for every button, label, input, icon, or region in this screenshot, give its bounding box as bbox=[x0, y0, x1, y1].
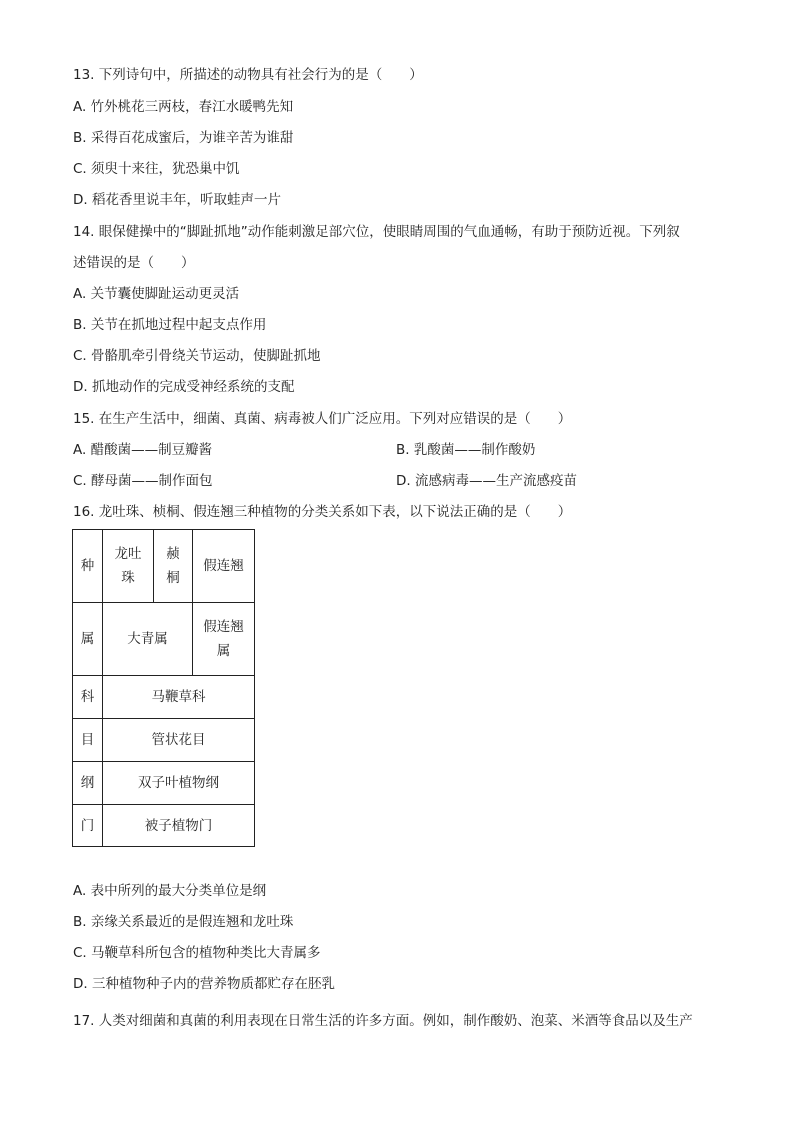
class-value: 双子叶植物纲 bbox=[103, 762, 255, 805]
taxonomy-table bbox=[72, 529, 255, 847]
question-14-stem-line-2: 述错误的是（ ） bbox=[73, 255, 195, 271]
rank-label-species: 种 bbox=[73, 530, 103, 603]
question-16-option-b: B. 亲缘关系最近的是假连翘和龙吐珠 bbox=[73, 914, 294, 930]
genus-jialianqiao-cell bbox=[193, 603, 255, 676]
question-13-option-a: A. 竹外桃花三两枝，春江水暖鸭先知 bbox=[73, 99, 294, 115]
question-15-option-a: A. 醋酸菌——制豆瓣酱 bbox=[73, 442, 213, 458]
species-cell-chengtong bbox=[154, 530, 193, 603]
question-16-option-c: C. 马鞭草科所包含的植物种类比大青属多 bbox=[73, 945, 321, 961]
species-cell-longtuzhu bbox=[103, 530, 154, 603]
phylum-value: 被子植物门 bbox=[103, 805, 255, 847]
question-14-option-a: A. 关节囊使脚趾运动更灵活 bbox=[73, 286, 240, 302]
order-value: 管状花目 bbox=[103, 719, 255, 762]
question-16-option-a: A. 表中所列的最大分类单位是纲 bbox=[73, 883, 267, 899]
species-name-longtuzhu: 龙吐珠 bbox=[114, 546, 142, 586]
question-14-option-c: C. 骨骼肌牵引骨绕关节运动，使脚趾抓地 bbox=[73, 348, 321, 364]
species-name-jialianqiao: 假连翘 bbox=[193, 530, 255, 603]
question-15-option-d: D. 流感病毒——生产流感疫苗 bbox=[396, 473, 577, 489]
question-13-option-d: D. 稻花香里说丰年，听取蛙声一片 bbox=[73, 192, 281, 208]
genus-daqing: 大青属 bbox=[103, 603, 193, 676]
question-14-option-d: D. 抓地动作的完成受神经系统的支配 bbox=[73, 379, 295, 395]
question-13-option-b: B. 采得百花成蜜后，为谁辛苦为谁甜 bbox=[73, 130, 294, 146]
question-16-stem: 16. 龙吐珠、桢桐、假连翘三种植物的分类关系如下表，以下说法正确的是（ ） bbox=[73, 504, 572, 520]
question-14-stem-line-1: 14. 眼保健操中的“脚趾抓地”动作能刺激足部穴位，使眼睛周围的气血通畅，有助于预防近视。下列叙 bbox=[73, 224, 680, 240]
question-15-option-c: C. 酵母菌——制作面包 bbox=[73, 473, 213, 489]
question-15-stem: 15. 在生产生活中，细菌、真菌、病毒被人们广泛应用。下列对应错误的是（ ） bbox=[73, 411, 572, 427]
rank-label-class: 纲 bbox=[73, 762, 103, 805]
genus-jialianqiao: 假连翘属 bbox=[203, 619, 244, 659]
question-14-option-b: B. 关节在抓地过程中起支点作用 bbox=[73, 317, 267, 333]
question-13-stem: 13. 下列诗句中，所描述的动物具有社会行为的是（ ） bbox=[73, 67, 423, 83]
rank-label-order: 目 bbox=[73, 719, 103, 762]
rank-label-genus: 属 bbox=[73, 603, 103, 676]
rank-label-phylum: 门 bbox=[73, 805, 103, 847]
species-name-chengtong: 赪桐 bbox=[166, 546, 180, 586]
rank-label-family: 科 bbox=[73, 676, 103, 719]
family-value: 马鞭草科 bbox=[103, 676, 255, 719]
question-16-option-d: D. 三种植物种子内的营养物质都贮存在胚乳 bbox=[73, 976, 335, 992]
question-15-option-b: B. 乳酸菌——制作酸奶 bbox=[396, 442, 536, 458]
question-13-option-c: C. 须臾十来往，犹恐巢中饥 bbox=[73, 161, 240, 177]
question-17-stem: 17. 人类对细菌和真菌的利用表现在日常生活的许多方面。例如，制作酸奶、泡菜、米酒等食品以及生产 bbox=[73, 1013, 693, 1029]
